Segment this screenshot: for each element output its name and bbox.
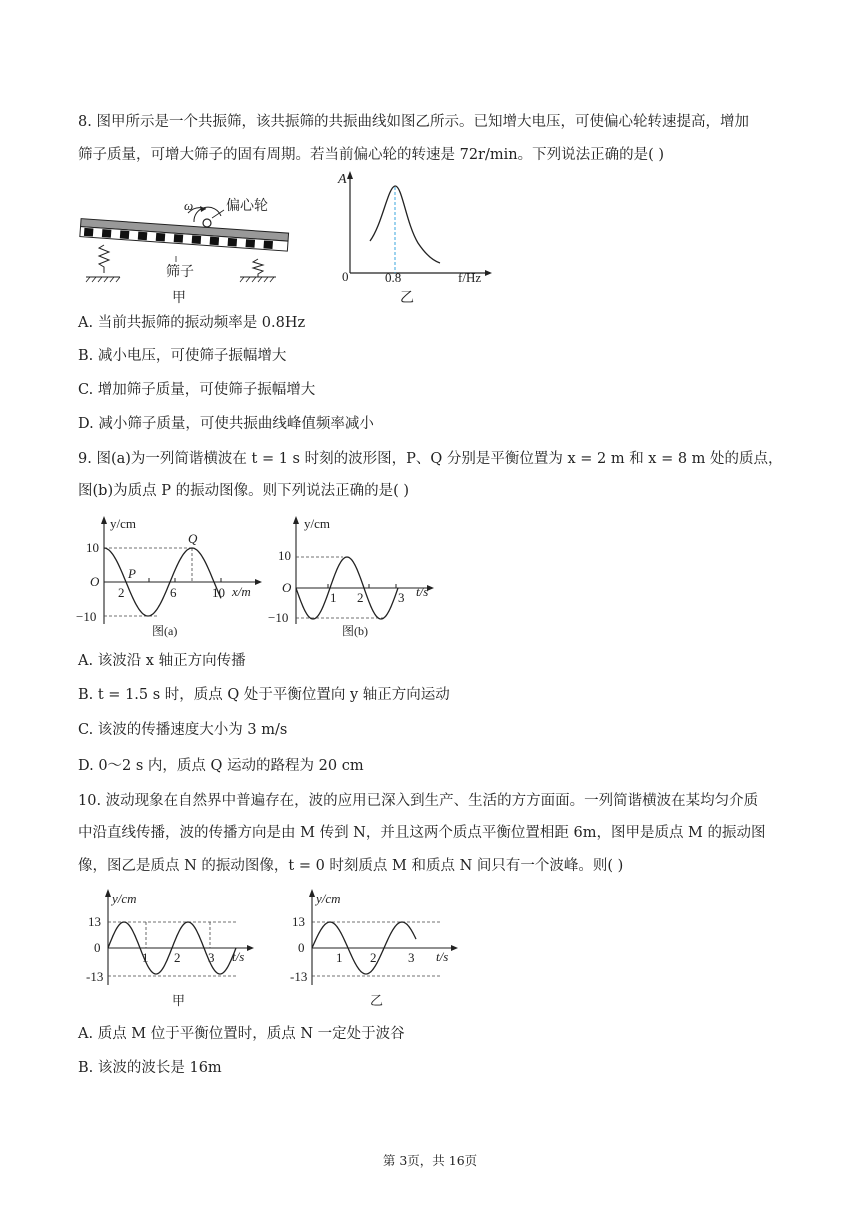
q9-option-d: D. 0～2 s 内，质点 Q 运动的路程为 20 cm [78,758,364,774]
y-tick-10: 10 [278,548,291,563]
fig-caption-b: 图(b) [342,624,368,638]
sieve-label: 筛子 [166,265,194,280]
q10-stem-line-1: 10. 波动现象在自然界中普遍存在，波的应用已深入到生产、生活的方方面面。一列简谐横波在某均匀介质 [78,793,759,809]
y-axis-label: y/cm [112,891,137,906]
t-tick-1: 1 [142,950,149,965]
t-tick-3: 3 [398,590,405,605]
q10-option-a: A. 质点 M 位于平衡位置时，质点 N 一定处于波谷 [78,1026,405,1042]
origin-label: 0 [342,269,349,284]
x-tick-10: 10 [212,585,225,600]
q9-figure-b-vibration [268,512,448,642]
q10-figure-yi-n [290,885,470,1015]
fig-caption-jia: 甲 [172,993,186,1008]
x-tick-2: 2 [118,585,125,600]
x-axis-label: t/s [436,949,449,964]
y-tick-neg10: −10 [268,610,289,625]
origin-label: O [282,580,292,595]
page-footer: 第 3页，共 16页 [382,1153,478,1168]
x-axis-label: x/m [232,584,251,599]
q10-stem-line-2: 中沿直线传播，波的传播方向是由 M 传到 N，并且这两个质点平衡位置相距 6m，图甲是质点 M 的振动图 [78,825,766,841]
q8-stem-line-2: 筛子质量，可增大筛子的固有周期。若当前偏心轮的转速是 72r/min。下列说法正确的是( ) [78,147,665,163]
point-p-label: P [128,566,136,581]
y-tick-neg13: -13 [86,969,104,984]
fig-caption-yi: 乙 [370,993,384,1008]
q10-stem-line-3: 像，图乙是质点 N 的振动图像，t = 0 时刻质点 M 和质点 N 间只有一个波峰。则( ) [78,858,624,874]
x-axis-label: f/Hz [458,270,482,285]
t-tick-3: 3 [208,950,215,965]
wheel-label: 偏心轮 [226,199,268,214]
y-tick-neg10: −10 [76,609,97,624]
q8-option-c: C. 增加筛子质量，可使筛子振幅增大 [78,382,316,398]
y-tick-neg13: -13 [290,969,308,984]
t-tick-2: 2 [174,950,181,965]
point-q-label: Q [188,531,198,546]
y-axis-label: y/cm [316,891,341,906]
y-tick-0: 0 [94,940,101,955]
y-axis-label: A [338,172,347,187]
q9-option-c: C. 该波的传播速度大小为 3 m/s [78,722,288,738]
peak-x-label: 0.8 [385,270,402,285]
q8-option-d: D. 减小筛子质量，可使共振曲线峰值频率减小 [78,416,374,432]
x-axis-label: t/s [416,584,429,599]
q10-figure-jia-m [86,885,266,1015]
t-tick-3: 3 [408,950,415,965]
q9-stem-line-1: 9. 图(a)为一列简谐横波在 t = 1 s 时刻的波形图，P、Q 分别是平衡位置为 x = 2 m 和 x = 8 m 处的质点， [78,451,783,467]
q9-stem-line-2: 图(b)为质点 P 的振动图像。则下列说法正确的是( ) [78,483,409,499]
y-axis-label: y/cm [110,516,136,531]
x-tick-6: 6 [170,585,177,600]
x-axis-label: t/s [232,949,245,964]
q8-stem-line-1: 8. 图甲所示是一个共振筛，该共振筛的共振曲线如图乙所示。已知增大电压，可使偏心轮转速提高，增加 [78,114,749,130]
y-tick-13: 13 [88,914,101,929]
y-axis-label: y/cm [304,516,330,531]
fig-caption-jia: 甲 [172,291,186,306]
q9-figure-a-waveform [76,512,276,642]
q8-figure-yi-resonance-curve [330,165,500,310]
y-tick-10: 10 [86,540,99,555]
omega-label: ω [184,198,194,213]
q9-option-b: B. t = 1.5 s 时，质点 Q 处于平衡位置向 y 轴正方向运动 [78,687,450,703]
origin-label: O [90,574,100,589]
t-tick-2: 2 [357,590,364,605]
q8-option-b: B. 减小电压，可使筛子振幅增大 [78,348,287,364]
q8-option-a: A. 当前共振筛的振动频率是 0.8Hz [78,315,306,331]
q10-option-b: B. 该波的波长是 16m [78,1060,222,1076]
t-tick-1: 1 [330,590,337,605]
y-tick-13: 13 [292,914,305,929]
t-tick-1: 1 [336,950,343,965]
q9-option-a: A. 该波沿 x 轴正方向传播 [78,653,246,669]
fig-caption-a: 图(a) [152,624,178,638]
t-tick-2: 2 [370,950,377,965]
q8-figure-jia [76,188,296,308]
y-tick-0: 0 [298,940,305,955]
fig-caption-yi: 乙 [400,291,414,306]
